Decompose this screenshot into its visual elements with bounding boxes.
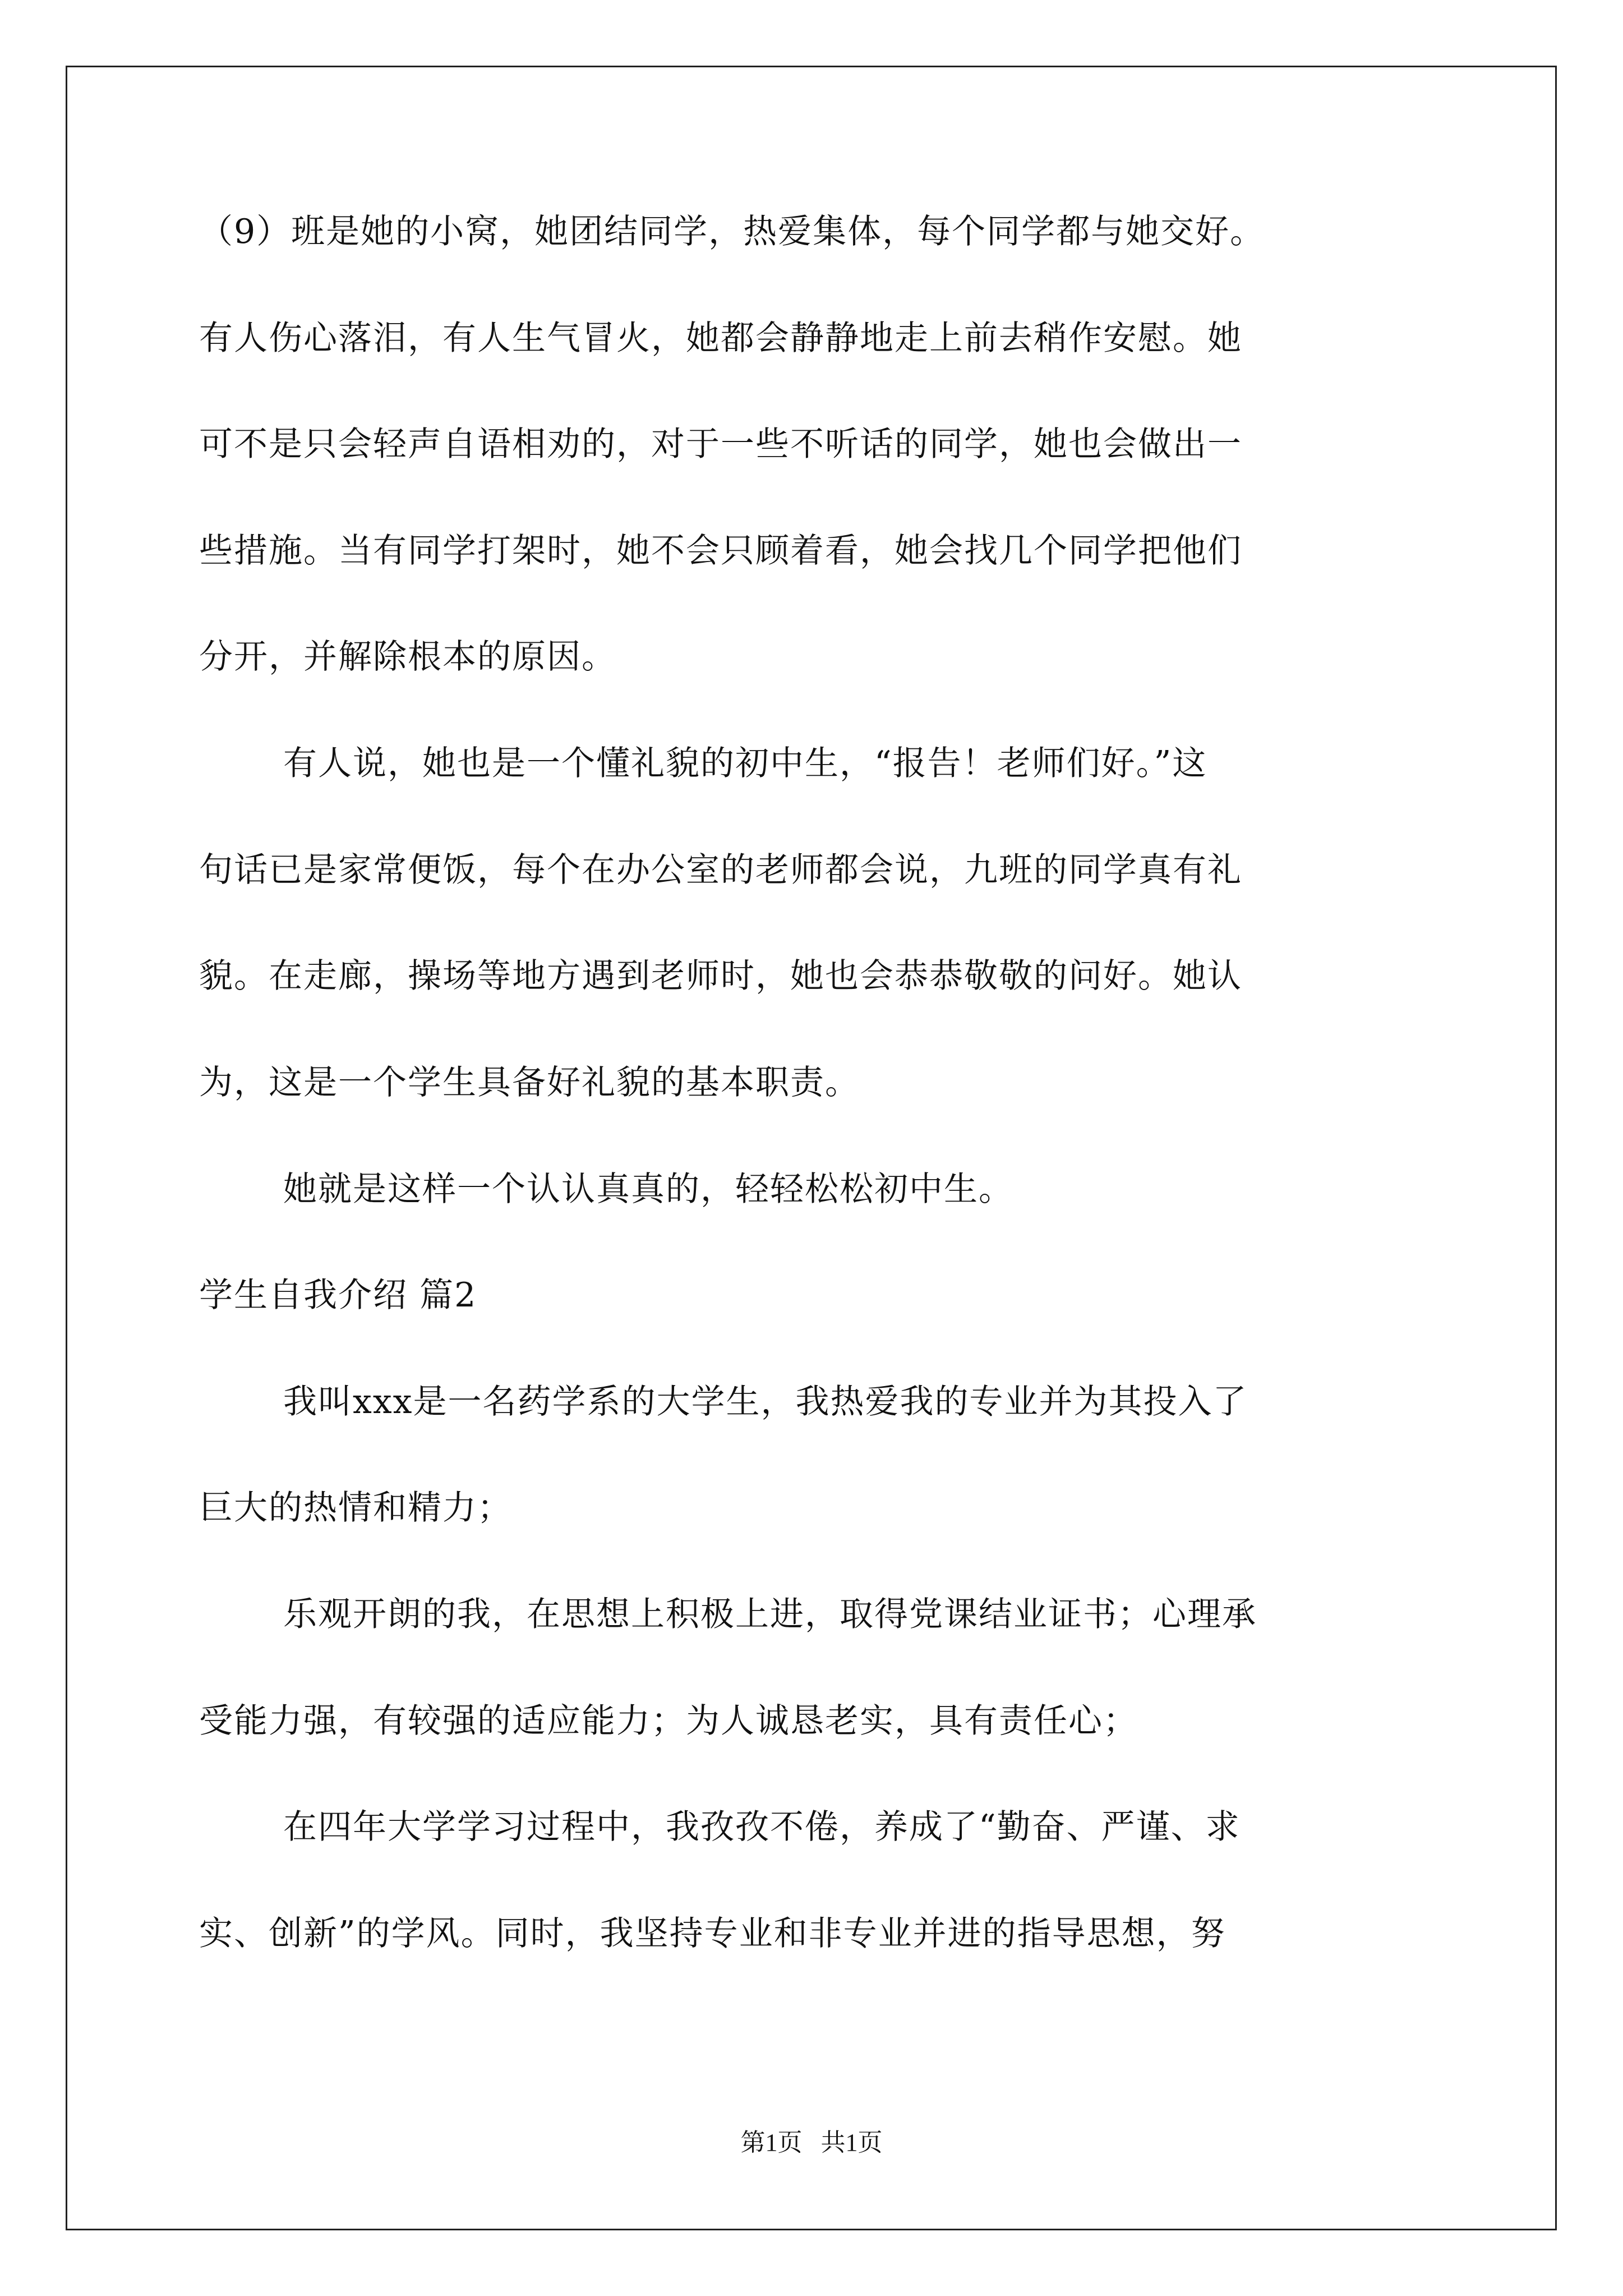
paragraph-first-line: 乐观开朗的我，在思想上积极上进，取得党课结业证书；心理承	[283, 1595, 1257, 1634]
page-footer	[0, 2127, 1623, 2159]
body-line: 为，这是一个学生具备好礼貌的基本职责。	[199, 1063, 860, 1102]
paragraph-first-line: 她就是这样一个认认真真的，轻轻松松初中生。	[283, 1170, 1013, 1209]
page-border	[66, 66, 1557, 2230]
body-line: （9）班是她的小窝，她团结同学，热爱集体，每个同学都与她交好。	[199, 212, 1265, 251]
body-line: 受能力强，有较强的适应能力；为人诚恳老实，具有责任心；	[199, 1701, 1138, 1741]
body-line: 些措施。当有同学打架时，她不会只顾着看，她会找几个同学把他们	[199, 531, 1242, 570]
page-number: 第1页 共1页	[740, 2129, 883, 2156]
paragraph-first-line: 有人说，她也是一个懂礼貌的初中生，“报告！老师们好。”这	[283, 744, 1207, 783]
body-line: 貌。在走廊，操场等地方遇到老师时，她也会恭恭敬敬的问好。她认	[199, 956, 1242, 996]
paragraph-first-line: 我叫xxx是一名药学系的大学生，我热爱我的专业并为其投入了	[283, 1382, 1248, 1421]
body-line: 有人伤心落泪，有人生气冒火，她都会静静地走上前去稍作安慰。她	[199, 319, 1242, 358]
body-line: 句话已是家常便饭，每个在办公室的老师都会说，九班的同学真有礼	[199, 850, 1242, 890]
body-line: 分开，并解除根本的原因。	[199, 637, 616, 677]
body-line: 巨大的热情和精力；	[199, 1488, 512, 1527]
body-line: 可不是只会轻声自语相劝的，对于一些不听话的同学，她也会做出一	[199, 425, 1242, 464]
body-line: 实、创新”的学风。同时，我坚持专业和非专业并进的指导思想，努	[199, 1914, 1226, 1953]
paragraph-first-line: 在四年大学学习过程中，我孜孜不倦，养成了“勤奋、严谨、求	[283, 1807, 1241, 1847]
section-heading: 学生自我介绍 篇2	[199, 1276, 477, 1315]
